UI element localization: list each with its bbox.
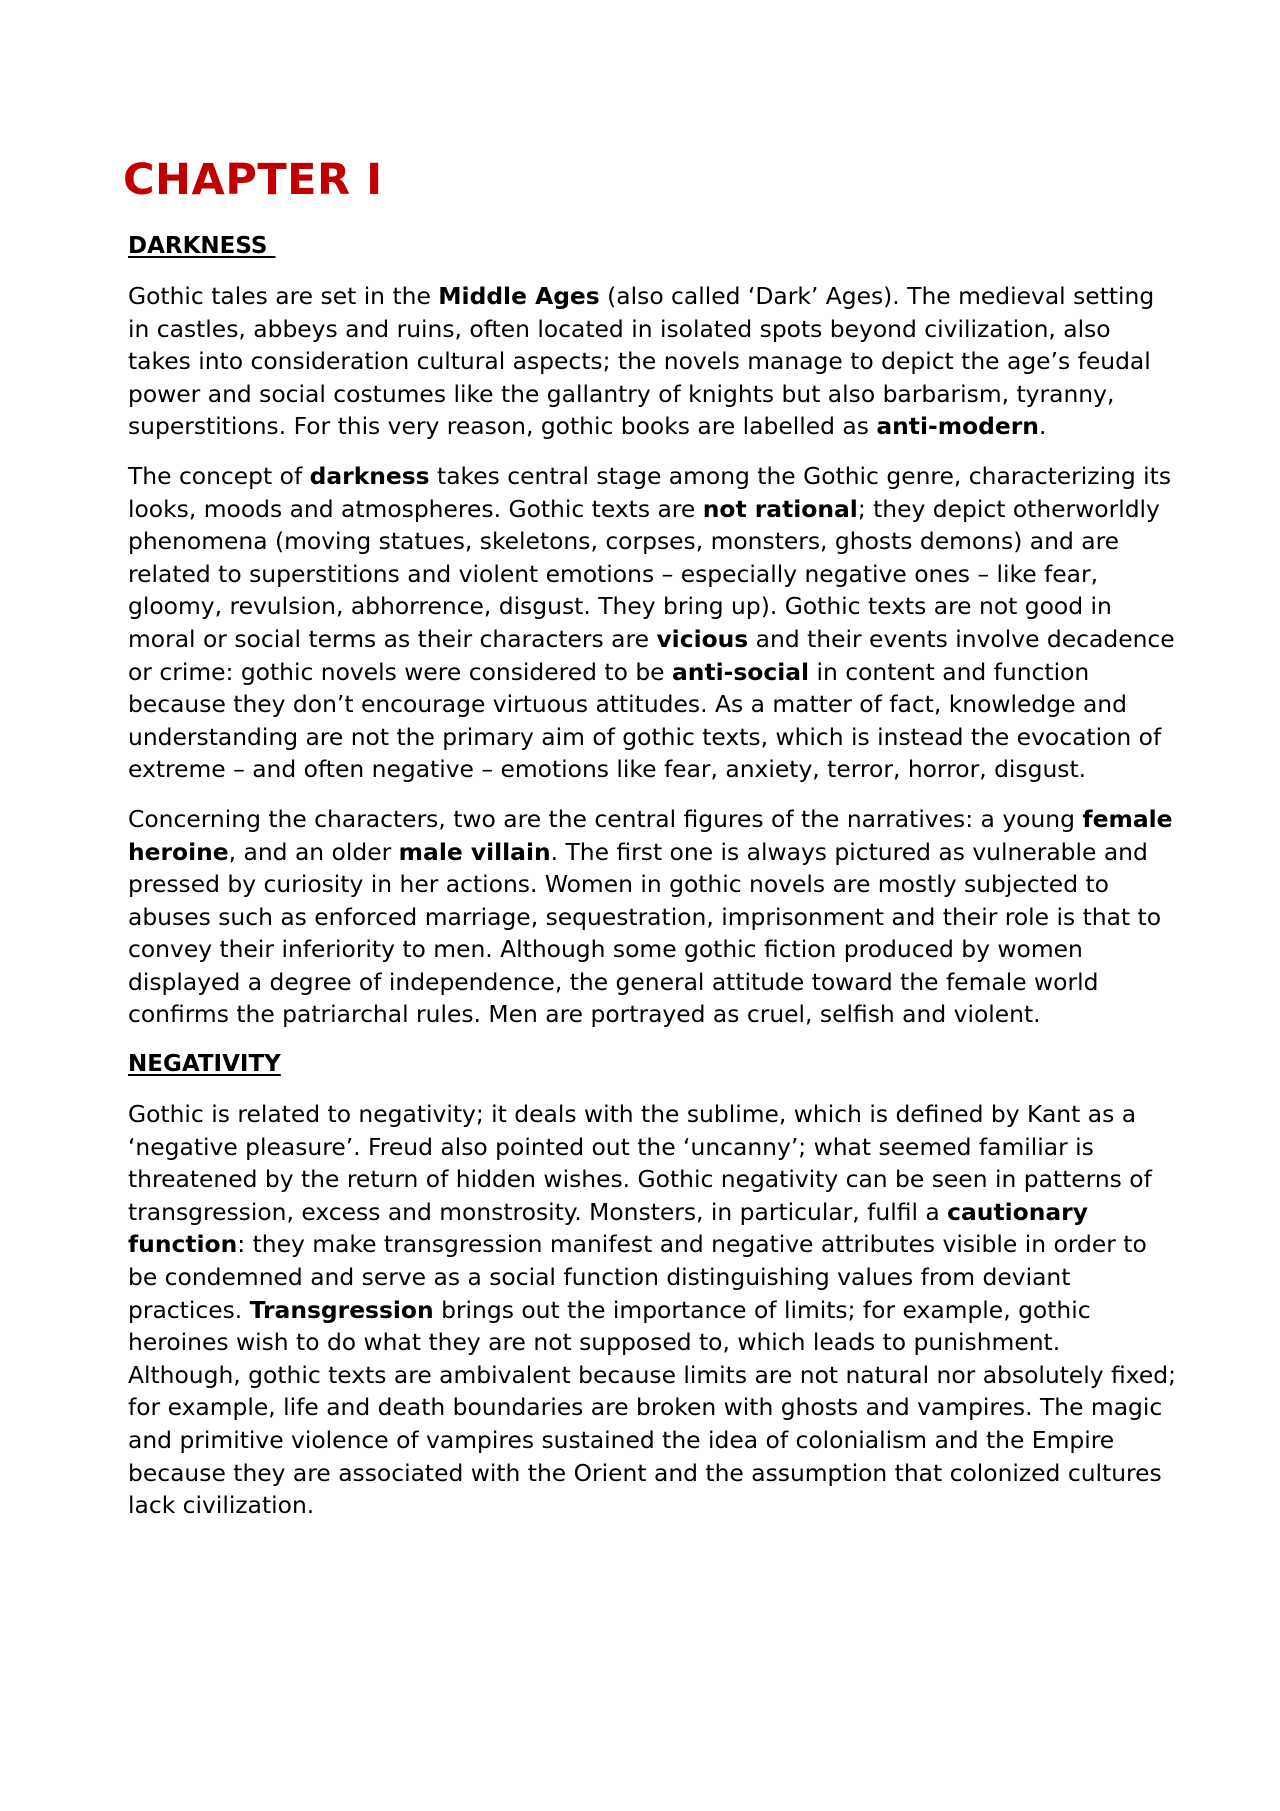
- section-heading: DARKNESS: [128, 233, 276, 259]
- text-run: brings out the importance of limits; for example, gothic heroines wish to do what they are not supposed to, which leads to punishment. Although, gothic texts are ambivalent because limits are not natural nor absolutely fixed; for example, life and death boundaries are broken with ghosts and vampires. The magic and primitive violence of vampires sustained the idea of colonialism and the Empire because they are associated with the Orient and the assumption that colonized cultures lack civilization.: [128, 1295, 1177, 1520]
- document-page: [123, 150, 1178, 1539]
- bold-term: not rational: [702, 494, 858, 523]
- text-run: ; they depict otherworldly phenomena (moving statues, skeletons, corpses, monsters, ghosts demons) and are related to superstitions and violent emotions – especially negative ones – like fear, gloomy, revulsion, abhorrence, disgust. They bring up). Gothic texts are not good in moral or social terms as their characters are: [128, 494, 1160, 653]
- text-run: , and an older: [228, 837, 399, 866]
- section-darkness: [128, 230, 1178, 1031]
- bold-term: Transgression: [249, 1295, 434, 1324]
- paragraph: [128, 803, 1178, 1031]
- bold-term: female heroine: [128, 804, 1173, 866]
- text-run: : they make transgression manifest and negative attributes visible in order to be condemned and serve as a social function distinguishing values from deviant practices.: [128, 1230, 1147, 1324]
- text-run: in content and function because they don’t encourage virtuous attitudes. As a matter of fact, knowledge and understanding are not the primary aim of gothic texts, which is instead the evocation of extreme – and often negative – emotions like fear, anxiety, terror, horror, disgust.: [128, 657, 1162, 784]
- paragraph: [128, 280, 1178, 443]
- text-run: Gothic is related to negativity; it deals with the sublime, which is defined by Kant as a ‘negative pleasure’. Freud also pointed out the ‘uncanny’; what seemed familiar is threatened by the return of hidden wishes. Gothic negativity can be seen in patterns of transgression, excess and monstrosity. Monsters, in particular, fulfil a: [128, 1100, 1152, 1226]
- bold-term: darkness: [309, 461, 430, 490]
- bold-term: male villain: [398, 837, 551, 866]
- text-run: takes central stage among the Gothic genre, characterizing its looks, moods and atmospheres. Gothic texts are: [128, 461, 1172, 523]
- paragraph: [128, 1098, 1178, 1522]
- text-run: and their events involve decadence or crime: gothic novels were considered to be: [128, 624, 1175, 686]
- section-negativity: [128, 1048, 1178, 1522]
- text-run: . The first one is always pictured as vulnerable and pressed by curiosity in her actions. Women in gothic novels are mostly subjected to abuses such as enforced marriage, sequestration, imprisonment and their role is that to convey their inferiority to men. Although some gothic fiction produced by women displayed a degree of independence, the general attitude toward the female world confirms the patriarchal rules. Men are portrayed as cruel, selfish and violent.: [128, 837, 1162, 1029]
- bold-term: Middle Ages: [438, 282, 600, 310]
- bold-term: cautionary function: [128, 1197, 1088, 1259]
- text-run: Gothic tales are set in the: [128, 282, 439, 310]
- section-heading: NEGATIVITY: [128, 1051, 281, 1078]
- text-run: Concerning the characters, two are the central figures of the narratives: a young: [128, 804, 1083, 833]
- text-run: .: [1038, 412, 1047, 441]
- bold-term: anti-modern: [876, 412, 1039, 441]
- bold-term: anti-social: [672, 657, 810, 686]
- paragraph: [128, 460, 1178, 786]
- bold-term: vicious: [656, 624, 749, 653]
- text-run: The concept of: [128, 461, 310, 490]
- chapter-title: CHAPTER I: [123, 155, 383, 205]
- text-run: (also called ‘Dark’ Ages). The medieval setting in castles, abbeys and ruins, often located in isolated spots beyond civilization, also takes into consideration cultural aspects; the novels manage to depict the age’s feudal power and social costumes like the gallantry of knights but also barbarism, tyranny, superstitions. For this very reason, gothic books are labelled as: [128, 282, 1155, 441]
